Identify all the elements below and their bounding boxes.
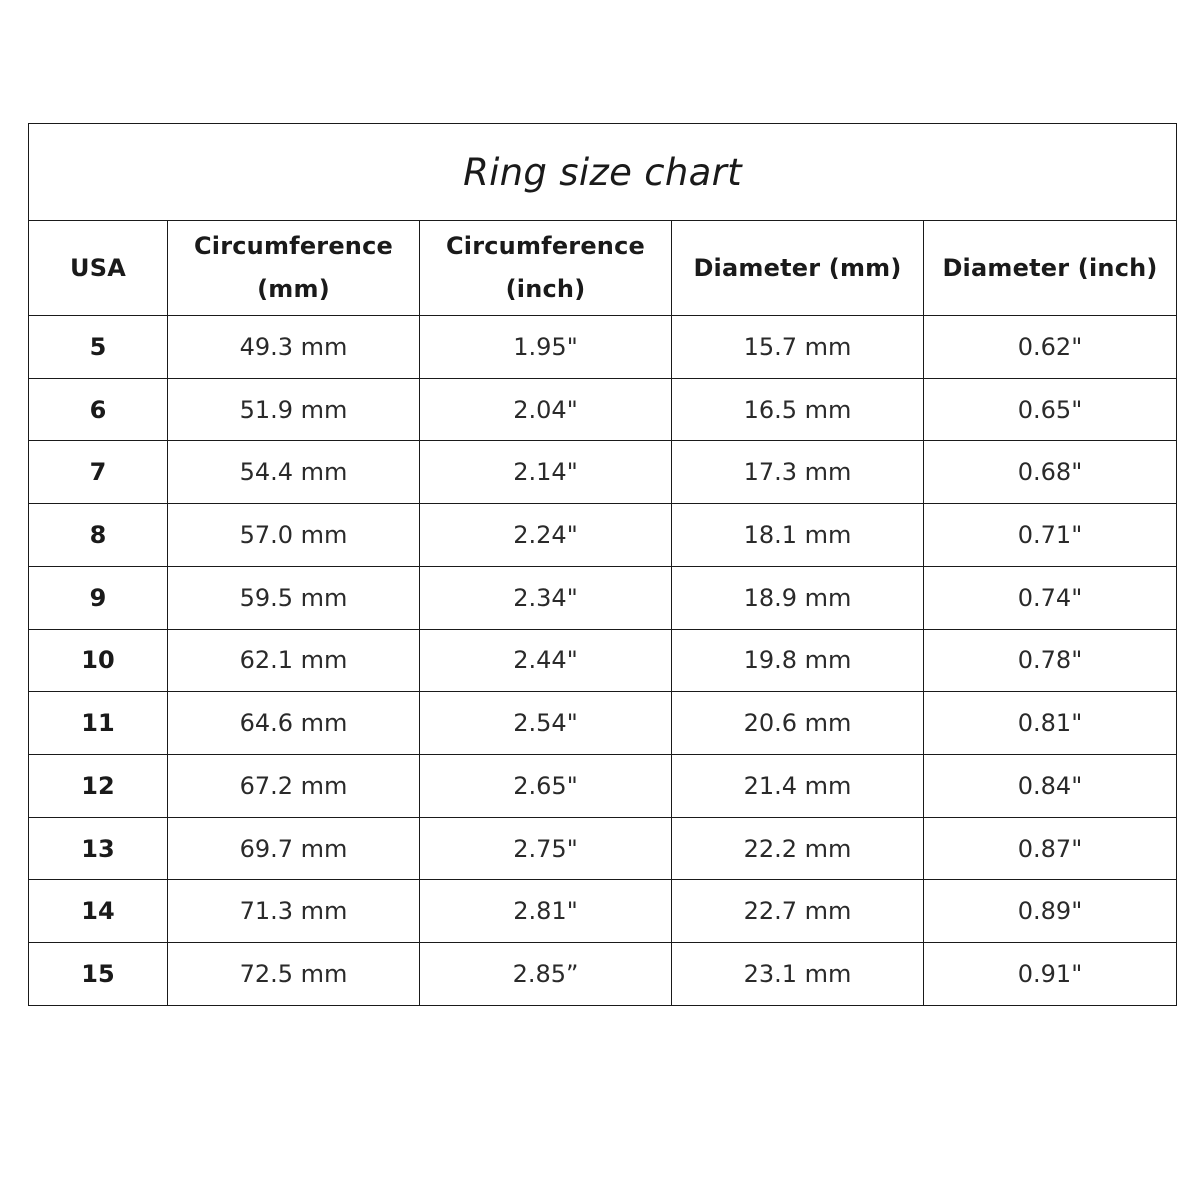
cell-diameter-mm: 18.1 mm bbox=[672, 504, 924, 567]
cell-circumference-mm: 62.1 mm bbox=[168, 629, 420, 692]
header-diameter-mm-label: Diameter (mm) bbox=[693, 253, 902, 282]
cell-diameter-inch: 0.91" bbox=[924, 943, 1177, 1006]
cell-circumference-inch: 1.95" bbox=[420, 316, 672, 379]
title-row bbox=[29, 124, 1177, 221]
header-diameter-inch bbox=[924, 221, 1177, 316]
cell-circumference-mm: 57.0 mm bbox=[168, 504, 420, 567]
header-row bbox=[29, 221, 1177, 316]
cell-diameter-mm: 17.3 mm bbox=[672, 441, 924, 504]
table-row bbox=[29, 378, 1177, 441]
cell-circumference-mm: 71.3 mm bbox=[168, 880, 420, 943]
cell-circumference-mm: 59.5 mm bbox=[168, 566, 420, 629]
cell-size: 6 bbox=[29, 378, 168, 441]
table-row bbox=[29, 504, 1177, 567]
cell-size: 12 bbox=[29, 755, 168, 818]
cell-circumference-inch: 2.04" bbox=[420, 378, 672, 441]
cell-diameter-inch: 0.89" bbox=[924, 880, 1177, 943]
header-circumference-inch bbox=[420, 221, 672, 316]
cell-diameter-mm: 20.6 mm bbox=[672, 692, 924, 755]
table-row bbox=[29, 441, 1177, 504]
cell-diameter-inch: 0.87" bbox=[924, 817, 1177, 880]
table-row bbox=[29, 316, 1177, 379]
cell-circumference-inch: 2.65" bbox=[420, 755, 672, 818]
cell-diameter-inch: 0.65" bbox=[924, 378, 1177, 441]
cell-circumference-mm: 67.2 mm bbox=[168, 755, 420, 818]
cell-size: 8 bbox=[29, 504, 168, 567]
cell-diameter-inch: 0.78" bbox=[924, 629, 1177, 692]
table-body bbox=[29, 316, 1177, 1006]
chart-title: Ring size chart bbox=[29, 124, 1177, 221]
cell-size: 9 bbox=[29, 566, 168, 629]
cell-circumference-mm: 69.7 mm bbox=[168, 817, 420, 880]
cell-circumference-mm: 49.3 mm bbox=[168, 316, 420, 379]
cell-diameter-mm: 19.8 mm bbox=[672, 629, 924, 692]
cell-circumference-inch: 2.85” bbox=[420, 943, 672, 1006]
header-circumference-mm-line1: Circumference bbox=[193, 232, 394, 260]
ring-size-table bbox=[28, 123, 1177, 1006]
header-diameter-inch-label: Diameter (inch) bbox=[942, 253, 1158, 282]
cell-diameter-inch: 0.62" bbox=[924, 316, 1177, 379]
cell-circumference-mm: 72.5 mm bbox=[168, 943, 420, 1006]
cell-diameter-mm: 18.9 mm bbox=[672, 566, 924, 629]
cell-diameter-inch: 0.84" bbox=[924, 755, 1177, 818]
table-row bbox=[29, 629, 1177, 692]
cell-circumference-inch: 2.34" bbox=[420, 566, 672, 629]
cell-circumference-mm: 51.9 mm bbox=[168, 378, 420, 441]
cell-circumference-inch: 2.75" bbox=[420, 817, 672, 880]
header-usa bbox=[29, 221, 168, 316]
cell-size: 5 bbox=[29, 316, 168, 379]
cell-circumference-inch: 2.44" bbox=[420, 629, 672, 692]
header-diameter-mm bbox=[672, 221, 924, 316]
cell-size: 13 bbox=[29, 817, 168, 880]
cell-diameter-mm: 23.1 mm bbox=[672, 943, 924, 1006]
cell-size: 15 bbox=[29, 943, 168, 1006]
cell-diameter-inch: 0.81" bbox=[924, 692, 1177, 755]
table-row bbox=[29, 692, 1177, 755]
cell-size: 11 bbox=[29, 692, 168, 755]
header-circumference-inch-line1: Circumference bbox=[445, 232, 646, 260]
cell-diameter-inch: 0.74" bbox=[924, 566, 1177, 629]
cell-circumference-inch: 2.81" bbox=[420, 880, 672, 943]
table-row bbox=[29, 817, 1177, 880]
table-row bbox=[29, 566, 1177, 629]
cell-circumference-mm: 54.4 mm bbox=[168, 441, 420, 504]
table-row bbox=[29, 943, 1177, 1006]
cell-diameter-mm: 15.7 mm bbox=[672, 316, 924, 379]
header-circumference-inch-line2: (inch) bbox=[505, 275, 586, 303]
cell-diameter-mm: 21.4 mm bbox=[672, 755, 924, 818]
cell-size: 7 bbox=[29, 441, 168, 504]
cell-size: 10 bbox=[29, 629, 168, 692]
header-circumference-mm-line2: (mm) bbox=[257, 275, 330, 303]
cell-circumference-mm: 64.6 mm bbox=[168, 692, 420, 755]
cell-diameter-inch: 0.71" bbox=[924, 504, 1177, 567]
header-usa-label: USA bbox=[70, 253, 126, 282]
cell-diameter-mm: 22.7 mm bbox=[672, 880, 924, 943]
table-row bbox=[29, 880, 1177, 943]
table-row bbox=[29, 755, 1177, 818]
header-circumference-mm bbox=[168, 221, 420, 316]
cell-diameter-inch: 0.68" bbox=[924, 441, 1177, 504]
cell-circumference-inch: 2.54" bbox=[420, 692, 672, 755]
cell-circumference-inch: 2.24" bbox=[420, 504, 672, 567]
cell-diameter-mm: 22.2 mm bbox=[672, 817, 924, 880]
cell-diameter-mm: 16.5 mm bbox=[672, 378, 924, 441]
cell-size: 14 bbox=[29, 880, 168, 943]
cell-circumference-inch: 2.14" bbox=[420, 441, 672, 504]
